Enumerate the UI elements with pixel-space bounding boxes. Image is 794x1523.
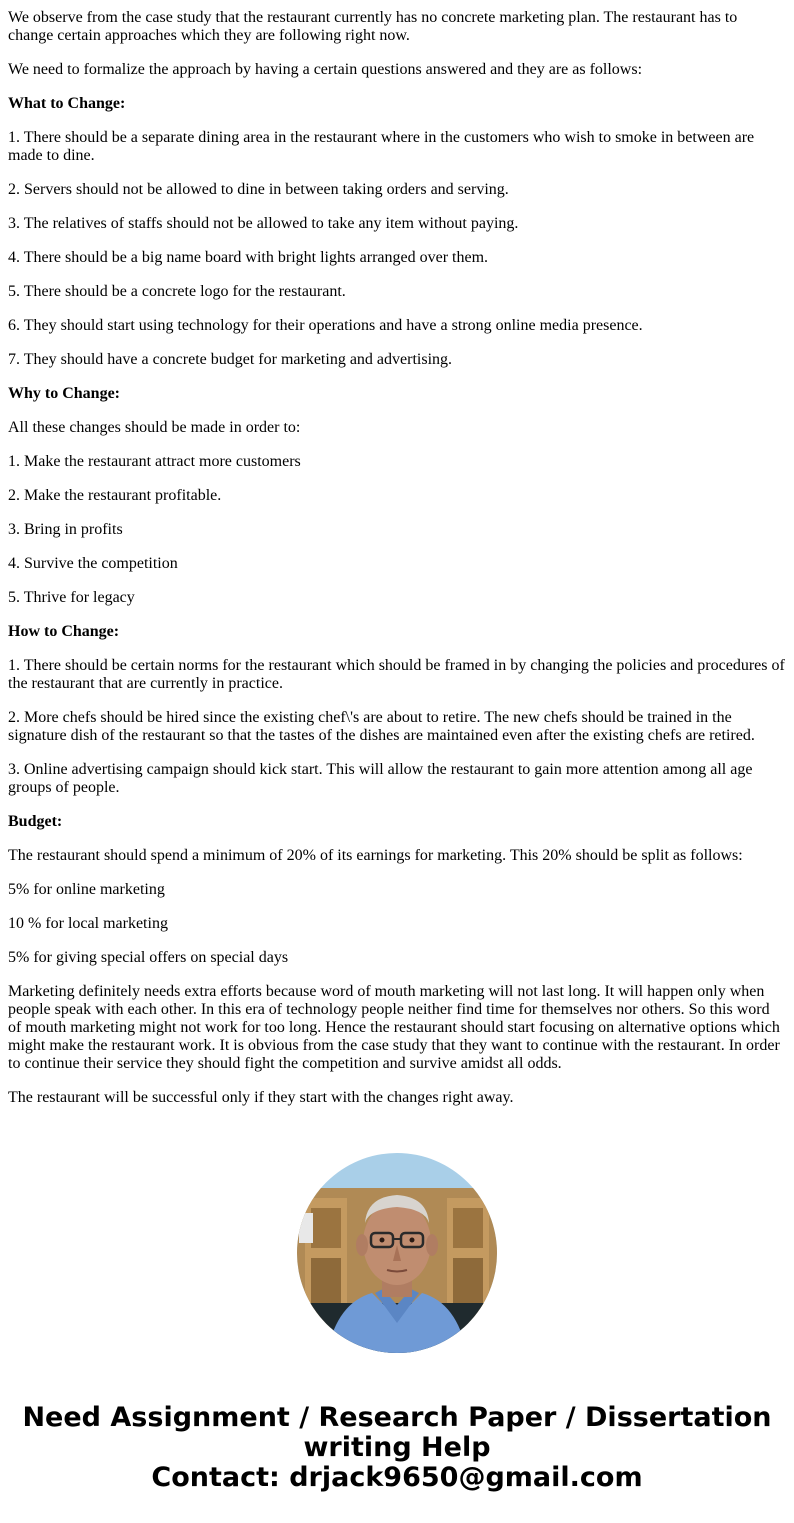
section-heading: Why to Change:	[8, 385, 121, 402]
paragraph: 5% for online marketing	[8, 881, 165, 898]
paragraph: The restaurant should spend a minimum of 20% of its earnings for marketing. This 20% should be split as follows:	[8, 847, 743, 864]
paragraph: Marketing definitely needs extra efforts because word of mouth marketing will not last long. It will happen only when people speak with each other. In this era of technology people neither find time for themselves nor others. So this word of mouth marketing might not work for too long. Hence the restaurant should start focusing on alternative options which might make the restaurant work. It is obvious from the case study that they want to continue with the restaurant. In order to continue their service they should fight the competition and survive amidst all odds.	[8, 983, 780, 1072]
author-avatar	[297, 1153, 497, 1353]
paragraph: 1. There should be certain norms for the restaurant which should be framed in by changing the policies and procedures of the restaurant that are currently in practice.	[8, 657, 785, 692]
footer-banner	[0, 1403, 794, 1493]
paragraph: 7. They should have a concrete budget for marketing and advertising.	[8, 351, 453, 368]
section-heading: What to Change:	[8, 95, 126, 112]
section-heading: Budget:	[8, 813, 63, 830]
article-body	[8, 9, 786, 1123]
paragraph: 3. The relatives of staffs should not be allowed to take any item without paying.	[8, 215, 519, 232]
footer-contact: Contact: drjack9650@gmail.com	[151, 1462, 643, 1493]
paragraph: 2. Make the restaurant profitable.	[8, 487, 222, 504]
footer-line-1: Need Assignment / Research Paper / Dissertation	[22, 1402, 772, 1433]
paragraph: 2. Servers should not be allowed to dine in between taking orders and serving.	[8, 181, 509, 198]
paragraph: 3. Bring in profits	[8, 521, 123, 538]
paragraph: 10 % for local marketing	[8, 915, 168, 932]
paragraph: The restaurant will be successful only if they start with the changes right away.	[8, 1089, 514, 1106]
paragraph: 6. They should start using technology for their operations and have a strong online media presence.	[8, 317, 643, 334]
paragraph: 1. There should be a separate dining area in the restaurant where in the customers who wish to smoke in between are made to dine.	[8, 129, 755, 164]
paragraph: 3. Online advertising campaign should kick start. This will allow the restaurant to gain more attention among all age groups of people.	[8, 761, 753, 796]
paragraph: 4. There should be a big name board with bright lights arranged over them.	[8, 249, 489, 266]
paragraph: 5. Thrive for legacy	[8, 589, 135, 606]
paragraph: 2. More chefs should be hired since the existing chef\'s are about to retire. The new chefs should be trained in the signature dish of the restaurant so that the tastes of the dishes are maintained even after the existing chefs are retired.	[8, 709, 755, 744]
paragraph: We observe from the case study that the restaurant currently has no concrete marketing plan. The restaurant has to change certain approaches which they are following right now.	[8, 9, 738, 44]
paragraph: All these changes should be made in order to:	[8, 419, 301, 436]
section-heading: How to Change:	[8, 623, 120, 640]
paragraph: 5. There should be a concrete logo for the restaurant.	[8, 283, 346, 300]
paragraph: 5% for giving special offers on special days	[8, 949, 289, 966]
paragraph: We need to formalize the approach by having a certain questions answered and they are as follows:	[8, 61, 643, 78]
author-photo	[297, 1153, 497, 1353]
paragraph: 1. Make the restaurant attract more customers	[8, 453, 301, 470]
paragraph: 4. Survive the competition	[8, 555, 178, 572]
footer-line-2: writing Help	[303, 1432, 491, 1463]
